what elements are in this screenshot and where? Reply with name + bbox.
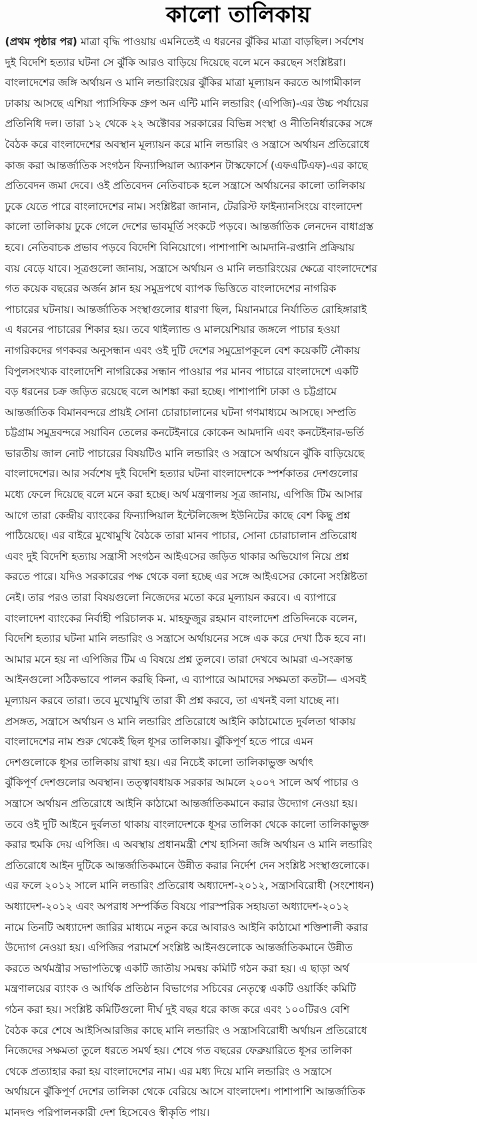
- article-line: প্রসঙ্গত, সন্ত্রাসে অর্থায়ন ও মানি লন্ডারিং প্রতিরোধে আইনি কাঠামোতে দুর্বলতা থাকায়: [5, 715, 356, 728]
- article-line: নামে তিনটি অধ্যাদেশ জারির মাধ্যমে নতুন করে আবারও আইনি কাঠামো শক্তিশালী করার: [5, 921, 368, 934]
- article-line: মূল্যায়ন করবে তারা। তবে মুখোমুখি তারা কী প্রশ্ন করবে, তা এখনই বলা যাচ্ছে না।: [5, 695, 340, 707]
- article-line: বৈঠক করে বাংলাদেশের অবস্থান মূল্যায়ন করে মানি লন্ডারিং ও সন্ত্রাসে অর্থায়ন প্রতিরোধে: [5, 138, 370, 151]
- article-headline: কালো তালিকায়: [166, 2, 311, 28]
- article-line: গঠন করা হয়। সংশ্লিষ্ট কমিটিগুলো দীর্ঘ দুই বছর ধরে কাজ করে এবং ১০০টিরও বেশি: [5, 1003, 350, 1016]
- article-line: বিদেশি হত্যার ঘটনা মানি লন্ডারিং ও সন্ত্রাসে অর্থায়নের সঙ্গে এক করে দেখা ঠিক হবে না।: [5, 633, 366, 646]
- article-line: মন্ত্রণালয়ের ব্যাংক ও আর্থিক প্রতিষ্ঠান বিভাগের সচিবের নেতৃত্বে একটি ওয়ার্কিং কমিটি: [5, 983, 356, 996]
- article-line: মধ্যে ফেলে দিয়েছে বলে মনে করা হচ্ছে। অর্থ মন্ত্রণালয় সূত্র জানায়, এপিজি টিম আসার: [5, 489, 363, 502]
- article-line: এর ফলে ২০১২ সালে মানি লন্ডারিং প্রতিরোধ অধ্যাদেশ-২০১২, সন্ত্রাসবিরোধী (সংশোধন): [5, 880, 374, 893]
- continued-from-front-label: (প্রথম পৃষ্ঠার পর): [5, 36, 78, 48]
- article-line: ব্যয় বেড়ে যাবে। সূত্রগুলো জানায়, সন্ত্রাসে অর্থায়ন ও মানি লন্ডারিংয়ের ক্ষেত্রে বাংলাদেশের: [5, 262, 378, 275]
- article-line: থেকে প্রত্যাহার করা হয় বাংলাদেশের নাম। এর মধ্য দিয়ে মানি লন্ডারিং ও সন্ত্রাসে: [5, 1065, 332, 1078]
- article-line: নিজেদের সক্ষমতা তুলে ধরতে সমর্থ হয়। শেষে গত বছরের ফেব্রুয়ারিতে ধূসর তালিকা: [5, 1045, 353, 1058]
- article-line: আন্তর্জাতিক বিমানবন্দরে প্রায়ই সোনা চোরাচালানের ঘটনা গণমাধ্যমে আসছে। সম্প্রতি: [5, 406, 356, 419]
- article-line: নাগরিকদের গণকবর অনুসন্ধান এবং ওই দুটি দেশের সমুদ্রোপকূলে বেশ কয়েকটি নৌকায়: [5, 344, 361, 357]
- article-line: নেই। তার পরও তারা বিষয়গুলো নিজেদের মতো করে মূল্যায়ন করবে। এ ব্যাপারে: [5, 592, 337, 605]
- article-line: চট্টগ্রাম সমুদ্রবন্দরে সয়াবিন তেলের কনটেইনারে কোকেন আমদানি এবং কনটেইনার-ভর্তি: [5, 427, 364, 440]
- article-line: গত কয়েক বছরের অর্জন ম্লান হয় সমুদ্রপথে ব্যাপক ভিত্তিতে বাংলাদেশের নাগরিক: [5, 283, 337, 296]
- article-line: অধ্যাদেশ-২০১২ এবং অপরাধ সম্পর্কিত বিষয়ে পারস্পরিক সহায়তা অধ্যাদেশ-২০১২: [5, 900, 350, 913]
- article-line: [5, 32, 472, 53]
- article-line: প্রতিবেদন জমা দেবে। ওই প্রতিবেদন নেতিবাচক হলে সন্ত্রাসে অর্থায়নের কালো তালিকায়: [5, 180, 366, 193]
- article-line: দুই বিদেশি হত্যার ঘটনা সে ঝুঁকি আরও বাড়িয়ে দিয়েছে বলে মনে করছেন সংশ্লিষ্টরা।: [5, 56, 346, 69]
- article-line: ঢুকে যেতে পারে বাংলাদেশের নাম। সংশ্লিষ্টরা জানান, টেররিস্ট ফাইন্যানসিংয়ে বাংলাদেশ: [5, 200, 363, 213]
- article-line: করতে পারে। যদিও সরকারের পক্ষ থেকে বলা হচ্ছে এর সঙ্গে আইএসের কোনো সংশ্লিষ্টতা: [5, 571, 368, 584]
- article-line: প্রতিরোধে আইন দুটিকে আন্তর্জাতিকমানে উন্নীত করার নির্দেশ দেন সংশ্লিষ্ট সংস্থাগুলোকে।: [5, 859, 370, 872]
- article-line: সন্ত্রাসে অর্থায়ন প্রতিরোধে আইনি কাঠামো আন্তর্জাতিকমানে করার উদ্যোগ নেওয়া হয়।: [5, 797, 358, 810]
- article-line: অর্থায়নে ঝুঁকিপূর্ণ দেশের তালিকা থেকে বেরিয়ে আসে বাংলাদেশ। পাশাপাশি আন্তর্জাতিক: [5, 1086, 366, 1099]
- article-line: করতে অর্থমন্ত্রীর সভাপতিত্বে একটি জাতীয় সমন্বয় কমিটি গঠন করা হয়। এ ছাড়া অর্থ: [5, 962, 350, 975]
- article-line: বিপুলসংখ্যক বাংলাদেশি নাগরিকের সন্ধান পাওয়ার পর মানব পাচারে বাংলাদেশে একটি: [5, 365, 359, 378]
- article-line: আমার মনে হয় না এপিজির টিম এ বিষয়ে প্রশ্ন তুলবে। তারা দেখবে আমরা এ-সংক্রান্ত: [5, 653, 353, 666]
- article-line: এ ধরনের পাচারের শিকার হয়। তবে থাইল্যান্ড ও মালয়েশিয়ার জঙ্গলে পাচার হওয়া: [5, 324, 340, 337]
- article-line: ভারতীয় জাল নোট পাচারের বিষয়টিও মানি লন্ডারিং ও সন্ত্রাসে অর্থায়নে ঝুঁকি বাড়িয়েছে: [5, 447, 365, 460]
- article-line: ঝুঁকিপূর্ণ দেশগুলোর অবস্থান। তত্ত্বাবধায়ক সরকার আমলে ২০০৭ সালে অর্থ পাচার ও: [5, 777, 359, 790]
- article-line: করার হুমকি দেয় এপিজি। এ অবস্থায় প্রধানমন্ত্রী শেখ হাসিনা জঙ্গি অর্থায়ন ও মানি লন্ডারিং: [5, 839, 373, 852]
- article-line: বাংলাদেশের। আর সর্বশেষ দুই বিদেশি হত্যার ঘটনা বাংলাদেশকে স্পর্শকাতর দেশগুলোর: [5, 468, 359, 481]
- article-line: তবে ওই দুটি আইনে দুর্বলতা থাকায় বাংলাদেশকে ধূসর তালিকা থেকে কালো তালিকাভুক্ত: [5, 818, 369, 831]
- article-line: আইনগুলো সঠিকভাবে পালন করছি কিনা, এ ব্যাপারে আমাদের সক্ষমতা কতটা— এসবই: [5, 674, 367, 687]
- article-line: কালো তালিকায় ঢুকে গেলে দেশের ভাবমূর্তি সংকটে পড়বে। আন্তর্জাতিক লেনদেন বাধাগ্রস্ত: [5, 221, 374, 234]
- article-line: বড় ধরনের চক্র জড়িত রয়েছে বলে আশঙ্কা করা হচ্ছে। পাশাপাশি ঢাকা ও চট্টগ্রামে: [5, 386, 337, 399]
- article-line: প্রতিনিধি দল। তারা ১২ থেকে ২২ অক্টোবর সরকারের বিভিন্ন সংস্থা ও নীতিনির্ধারকের সঙ্গে: [5, 118, 373, 131]
- article-line: বৈঠক করে শেষে আইসিআরজির কাছে মানি লন্ডারিং ও সন্ত্রাসবিরোধী অর্থায়ন প্রতিরোধে: [5, 1024, 367, 1037]
- article-line: এবং দুই বিদেশি হত্যায় সন্ত্রাসী সংগঠন আইএসের জড়িত থাকার অভিযোগ নিয়ে প্রশ্ন: [5, 550, 349, 563]
- article-line: পাচারের ঘটনায়। আন্তর্জাতিক সংস্থাগুলোর ধারণা ছিল, মিয়ানমারে নির্যাতিত রোহিঙ্গারাই: [5, 303, 367, 316]
- article-line-text: মাত্রা বৃদ্ধি পাওয়ায় এমনিতেই এ ধরনের ঝুঁকির মাত্রা বাড়ছিল। সর্বশেষ: [80, 36, 364, 48]
- article-line: পাঠিয়েছে। এর বাইরে মুখোমুখি বৈঠকে তারা মানব পাচার, সোনা চোরাচালান প্রতিরোধ: [5, 530, 357, 543]
- article-line: ঢাকায় আসছে এশিয়া প্যাসিফিক গ্রুপ অন এন্টি মানি লন্ডারিং (এপিজি)-এর উচ্চ পর্যায়ের: [5, 97, 369, 110]
- article-line: হবে। নেতিবাচক প্রভাব পড়বে বিদেশি বিনিয়োগে। পাশাপাশি আমদানি-রপ্তানি প্রক্রিয়ায়: [5, 241, 355, 254]
- article-line: বাংলাদেশ ব্যাংকের নির্বাহী পরিচালক ম. মাহফুজুর রহমান বাংলাদেশ প্রতিদিনকে বলেন,: [5, 612, 358, 625]
- article-line: মানদণ্ড পরিপালনকারী দেশ হিসেবেও স্বীকৃতি পায়।: [5, 1106, 210, 1119]
- article-line: বাংলাদেশের নাম শুরু থেকেই ছিল ধূসর তালিকায়। ঝুঁকিপূর্ণ হতে পারে এমন: [5, 736, 314, 749]
- article-line: কাজ করা আন্তর্জাতিক সংগঠন ফিন্যান্সিয়াল অ্যাকশন টাস্কফোর্সে (এফএটিএফ)-এর কাছে: [5, 159, 368, 172]
- article-line: উদ্যোগ নেওয়া হয়। এপিজির পরামর্শে সংশ্লিষ্ট আইনগুলোকে আন্তর্জাতিকমানে উন্নীত: [5, 942, 353, 955]
- article-line: বাংলাদেশের জঙ্গি অর্থায়ন ও মানি লন্ডারিংয়ের ঝুঁকির মাত্রা মূল্যায়ন করতে আগামীকাল: [5, 77, 361, 90]
- page-bottom-edge: [0, 955, 477, 963]
- article-line: দেশগুলোকে ধূসর তালিকায় রাখা হয়। এর নিচেই কালো তালিকাভুক্ত অর্থাৎ: [5, 756, 314, 769]
- article-line: আগে তারা কেন্দ্রীয় ব্যাংকের ফিন্যান্সিয়াল ইন্টেলিজেন্স ইউনিটের কাছে বেশ কিছু প্রশ্ন: [5, 509, 350, 522]
